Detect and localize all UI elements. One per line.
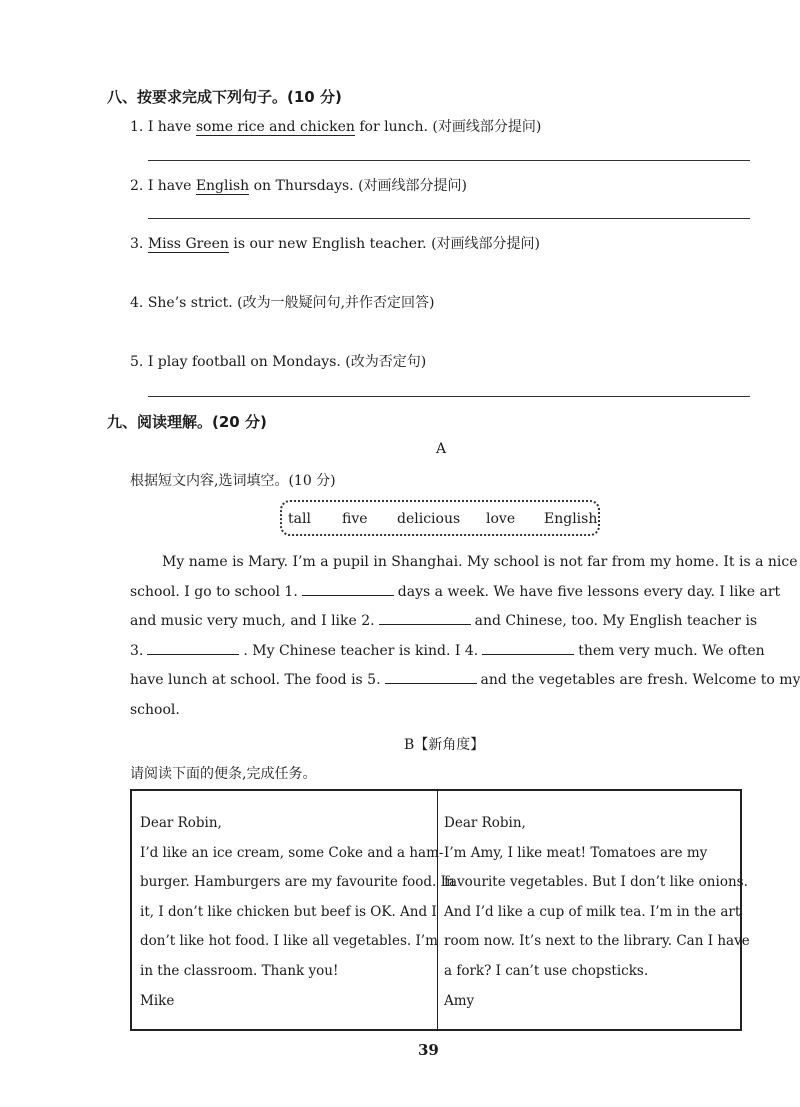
blank-2[interactable] — [379, 612, 471, 625]
note-line: don’t like hot food. I like all vegetables. I’m — [140, 933, 438, 950]
word-bank-item: English — [544, 511, 598, 527]
question-number: 3. — [130, 236, 144, 252]
word-bank-item: five — [342, 511, 368, 527]
reading-passage — [130, 548, 800, 726]
question-instruction: is our new English teacher. (对画线部分提问) — [228, 236, 540, 252]
question-text: She’s strict. (改为一般疑问句,并作否定回答) — [147, 295, 435, 311]
question-number: 1. — [130, 119, 144, 135]
blank-3[interactable] — [147, 642, 239, 655]
section8-heading: 八、按要求完成下列句子。(10 分) — [107, 88, 342, 106]
question-text: I play football on Mondays. (改为否定句) — [147, 354, 427, 370]
question-number: 2. — [130, 178, 144, 194]
question-3 — [130, 233, 540, 253]
note-line: it, I don’t like chicken but beef is OK. And I — [140, 903, 437, 920]
note-signature: Amy — [444, 992, 475, 1009]
note-amy — [444, 809, 750, 1016]
note-line: in the classroom. Thank you! — [140, 962, 339, 979]
answer-line-2[interactable] — [148, 218, 750, 219]
passage-text: and Chinese, too. My English teacher is — [474, 613, 758, 630]
question-4 — [130, 292, 435, 312]
note-line: room now. It’s next to the library. Can I have — [444, 933, 750, 950]
passage-text: school. I go to school 1. — [130, 583, 298, 600]
underlined-phrase: English — [195, 178, 250, 194]
question-5 — [130, 351, 426, 371]
note-mike — [140, 809, 455, 1016]
word-bank-item: love — [486, 511, 516, 527]
blank-1[interactable] — [302, 583, 394, 596]
word-bank — [280, 500, 600, 536]
part-b-instruction: 请阅读下面的便条,完成任务。 — [130, 766, 317, 782]
part-a-label: A — [436, 441, 447, 457]
passage-text: and music very much, and I like 2. — [130, 613, 375, 630]
blank-4[interactable] — [482, 642, 574, 655]
page-number: 39 — [418, 1041, 439, 1059]
passage-text: them very much. We often — [578, 642, 765, 659]
question-number: 4. — [130, 295, 144, 311]
passage-line: My name is Mary. I’m a pupil in Shanghai. My school is not far from my home. It is a nice — [162, 554, 798, 570]
word-bank-item: tall — [288, 511, 311, 527]
word-bank-item: delicious — [397, 511, 461, 527]
passage-text: days a week. We have five lessons every day. I like art — [397, 583, 781, 600]
note-line: I’d like an ice cream, some Coke and a ham- — [140, 844, 444, 861]
passage-line — [130, 637, 765, 667]
part-b-label: B【新角度】 — [404, 737, 485, 753]
question-text: I have — [147, 119, 196, 135]
answer-line-1[interactable] — [148, 160, 750, 161]
underlined-phrase: some rice and chicken — [195, 119, 355, 135]
blank-5[interactable] — [385, 671, 477, 684]
notes-table — [130, 789, 750, 1031]
question-instruction: for lunch. (对画线部分提问) — [354, 119, 542, 135]
note-line: Dear Robin, — [444, 815, 526, 831]
note-line: And I’d like a cup of milk tea. I’m in the art — [444, 903, 741, 920]
note-line: burger. Hamburgers are my favourite food. In — [140, 874, 455, 891]
part-a-instruction: 根据短文内容,选词填空。(10 分) — [130, 473, 336, 489]
note-signature: Mike — [140, 992, 175, 1009]
passage-text: and the vegetables are fresh. Welcome to my — [480, 672, 800, 689]
note-line: favourite vegetables. But I don’t like onions. — [444, 874, 748, 891]
question-1 — [130, 116, 541, 136]
question-2 — [130, 175, 467, 195]
question-number: 5. — [130, 354, 144, 370]
passage-text: have lunch at school. The food is 5. — [130, 672, 381, 689]
passage-line — [130, 666, 800, 696]
passage-line — [130, 578, 781, 608]
note-line: I’m Amy, I like meat! Tomatoes are my — [444, 844, 708, 861]
passage-line: school. — [130, 701, 180, 718]
question-instruction: on Thursdays. (对画线部分提问) — [249, 178, 467, 194]
note-line: Dear Robin, — [140, 815, 222, 831]
passage-line — [130, 607, 758, 637]
passage-text: 3. — [130, 642, 144, 659]
question-text: I have — [147, 178, 196, 194]
answer-line-5[interactable] — [148, 396, 750, 397]
section9-heading: 九、阅读理解。(20 分) — [107, 413, 267, 431]
note-line: a fork? I can’t use chopsticks. — [444, 962, 649, 979]
underlined-phrase: Miss Green — [147, 236, 229, 252]
passage-text: . My Chinese teacher is kind. I 4. — [243, 642, 479, 659]
